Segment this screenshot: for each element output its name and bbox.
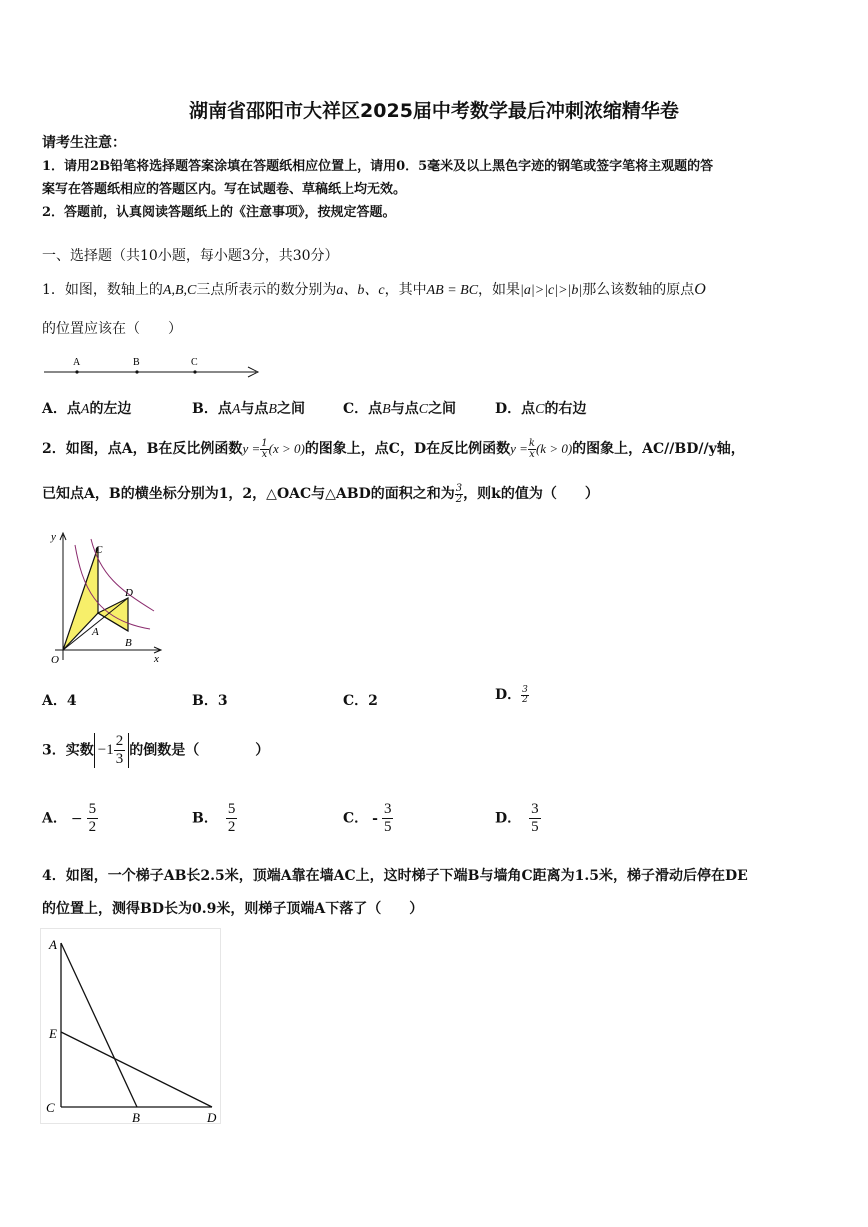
q1-origin: O <box>694 281 706 298</box>
q2-func1-lhs: y = <box>242 441 261 456</box>
q1-values: a、b、c <box>336 283 385 298</box>
notice-item-1-line-2: 案写在答题纸相应的答题区内。写在试题卷、草稿纸上均无效。 <box>42 182 407 197</box>
q1-equation: AB = BC <box>426 283 479 298</box>
option-fraction <box>521 686 529 705</box>
option-text: B．点 <box>192 401 232 417</box>
q2-func1-condition: (x > 0) <box>268 441 305 456</box>
option-text: C． <box>343 810 369 827</box>
option-var: A <box>80 402 90 417</box>
question-2-line-1 <box>42 438 745 460</box>
q3-absolute-value <box>94 733 129 768</box>
q3-option-c[interactable] <box>343 801 393 836</box>
notice-heading: 请考生注意： <box>42 135 126 151</box>
label-a: A <box>92 626 99 638</box>
denominator: x <box>529 448 535 460</box>
label-a: A <box>49 937 57 952</box>
numerator: 3 <box>522 684 528 695</box>
q2-option-c[interactable]: C．2 <box>343 693 378 709</box>
q3-option-b[interactable] <box>192 801 237 836</box>
option-var: C <box>418 402 429 417</box>
option-text: 之间 <box>428 401 457 417</box>
point-c-dot <box>193 370 196 373</box>
q2-option-a[interactable]: A．4 <box>42 693 77 709</box>
denominator: 2 <box>455 493 463 505</box>
label-c: C <box>46 1100 55 1115</box>
option-sign: − <box>70 810 83 827</box>
option-fraction <box>382 801 394 836</box>
q2-text: 已知点A，B的横坐标分别为1，2，△OAC与△ABD的面积之和为 <box>42 486 455 502</box>
option-var: B <box>268 402 277 417</box>
q1-option-a[interactable] <box>42 398 131 418</box>
ladder-ab <box>61 943 137 1107</box>
whole-part: −1 <box>97 741 114 758</box>
option-fraction <box>226 801 238 836</box>
point-a-dot <box>75 370 78 373</box>
option-fraction <box>87 801 99 836</box>
option-var: C <box>535 402 545 417</box>
option-text: 的左边 <box>89 401 132 417</box>
axis-label-c: C <box>191 357 198 368</box>
q2-text: 2．如图，点A，B在反比例函数 <box>42 441 243 457</box>
numerator: 1 <box>261 437 268 449</box>
q2-sum-fraction <box>455 484 463 505</box>
label-o: O <box>51 654 59 666</box>
option-text: 与点 <box>240 401 269 417</box>
q2-figure <box>40 525 170 670</box>
q1-text: 1．如图，数轴上的 <box>42 282 163 298</box>
q2-option-d[interactable] <box>495 684 529 705</box>
q3-text: 3．实数 <box>42 742 94 759</box>
numerator: k <box>528 437 535 449</box>
q3-option-d[interactable] <box>495 801 541 836</box>
option-text: 的右边 <box>544 401 587 417</box>
ladder-de <box>61 1032 212 1107</box>
label-b: B <box>125 637 132 649</box>
option-fraction <box>529 801 541 836</box>
option-var: A <box>231 402 241 417</box>
q2-option-b[interactable]: B．3 <box>192 693 228 709</box>
q1-text: 三点所表示的数分别为 <box>196 282 337 298</box>
option-text: C．点 <box>343 401 383 417</box>
denominator: 5 <box>531 819 539 835</box>
q2-func2-fraction <box>528 439 536 460</box>
option-text: 之间 <box>276 401 305 417</box>
denominator: 2 <box>227 819 236 835</box>
q1-text: 那么该数轴的原点 <box>582 282 695 298</box>
option-text: B． <box>192 810 218 827</box>
option-text: D．点 <box>495 401 536 417</box>
denominator: x <box>261 448 268 460</box>
q4-ladder-figure <box>40 928 230 1128</box>
q2-text: 的图象上，AC//BD//y轴， <box>572 441 745 457</box>
numerator: 3 <box>383 801 392 817</box>
q2-func2-lhs: y = <box>510 441 528 456</box>
option-var: B <box>382 402 391 417</box>
label-d: D <box>125 587 133 599</box>
question-1-line-2: 的位置应该在（ ） <box>42 321 182 337</box>
label-y: y <box>51 531 56 543</box>
label-d: D <box>207 1110 217 1125</box>
notice-item-2: 2．答题前，认真阅读答题纸上的《注意事项》，按规定答题。 <box>42 205 396 220</box>
q1-option-c[interactable] <box>343 398 456 418</box>
numerator: 5 <box>227 801 236 817</box>
numerator: 3 <box>455 482 463 494</box>
q3-option-a[interactable] <box>42 801 98 836</box>
label-b: B <box>132 1110 140 1125</box>
q3-text: 的倒数是（ ） <box>129 742 270 759</box>
q1-condition: |a|>|c|>|b| <box>520 283 583 298</box>
label-c: C <box>95 544 103 556</box>
numerator: 5 <box>88 801 97 817</box>
option-text: A． <box>42 810 67 827</box>
q2-text: ，则k的值为（ ） <box>463 486 599 502</box>
q2-func2-condition: (k > 0) <box>535 441 573 456</box>
denominator: 2 <box>522 694 528 705</box>
point-b-dot <box>135 370 138 373</box>
q1-option-d[interactable] <box>495 398 586 418</box>
number-line-figure <box>40 352 270 382</box>
denominator: 3 <box>115 751 124 767</box>
question-4-line-2: 的位置上，测得BD长为0.9米，则梯子顶端A下落了（ ） <box>42 901 424 917</box>
question-4-line-1: 4．如图，一个梯子AB长2.5米，顶端A靠在墙AC上，这时梯子下端B与墙角C距离为1.5米，梯子滑动后停在DE <box>42 868 748 884</box>
q2-text: 的图象上，点C，D在反比例函数 <box>304 441 511 457</box>
q1-points: A,B,C <box>162 283 197 298</box>
option-sign: - <box>372 810 378 827</box>
denominator: 2 <box>88 819 97 835</box>
axis-label-a: A <box>73 357 81 368</box>
question-3 <box>42 733 269 768</box>
q1-text: ，如果 <box>478 282 521 298</box>
triangle-abd <box>98 598 128 631</box>
q3-fraction <box>114 733 126 768</box>
axis-label-b: B <box>133 357 140 368</box>
page-title: 湖南省邵阳市大祥区2025届中考数学最后冲刺浓缩精华卷 <box>189 100 679 122</box>
option-text: D． <box>495 687 522 703</box>
numerator: 2 <box>115 733 124 749</box>
q2-func1-fraction <box>260 439 268 460</box>
label-x: x <box>154 653 159 665</box>
option-text: A．点 <box>42 401 81 417</box>
q1-option-b[interactable] <box>192 398 305 418</box>
section-heading: 一、选择题（共10小题，每小题3分，共30分） <box>42 248 339 264</box>
question-1-line-1 <box>42 279 706 299</box>
option-text: 与点 <box>390 401 419 417</box>
option-text: D． <box>495 810 522 827</box>
numerator: 3 <box>531 801 539 817</box>
denominator: 5 <box>383 819 392 835</box>
label-e: E <box>49 1026 57 1041</box>
notice-item-1-line-1: 1．请用2B铅笔将选择题答案涂填在答题纸相应位置上，请用0．5毫米及以上黑色字迹的钢笔或签字笔将主观题的答 <box>42 159 714 174</box>
q1-text: ，其中 <box>384 282 427 298</box>
question-2-line-2 <box>42 483 599 505</box>
